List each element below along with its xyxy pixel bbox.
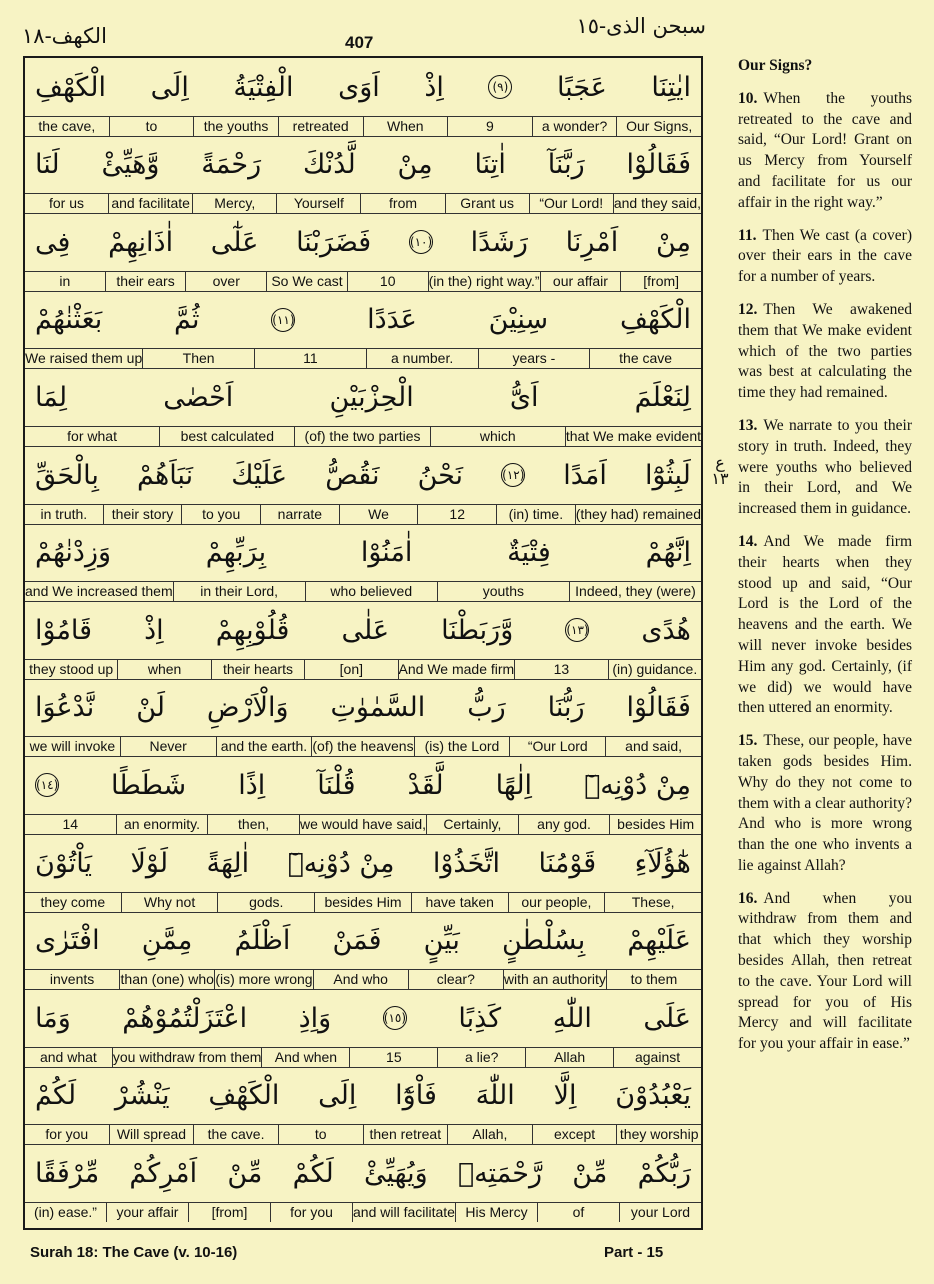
verse-row [25, 446, 701, 525]
arabic-line [25, 756, 701, 814]
word-gloss: and will facilitate [353, 1203, 455, 1220]
word-gloss: 12 [417, 505, 496, 524]
word-gloss: [on] [304, 660, 397, 679]
translation-line [25, 426, 701, 446]
word-gloss: against [613, 1048, 701, 1067]
word-gloss: then retreat [363, 1125, 448, 1144]
arabic-word: بِسُلْطٰنٍ [501, 925, 586, 957]
translation-line [25, 193, 701, 213]
arabic-line [25, 58, 701, 116]
arabic-line [25, 601, 701, 659]
arabic-word: الْحِزْبَيْنِ [329, 381, 414, 413]
word-gloss: besides Him [314, 893, 411, 912]
translation-line [25, 969, 701, 989]
arabic-word: رَشَدًا [470, 226, 528, 258]
arabic-word: يَنْشُرْ [114, 1080, 170, 1112]
word-gloss: a wonder? [532, 117, 617, 136]
arabic-word: عَلَيْكَ [231, 459, 288, 491]
word-gloss: And We made firm [398, 660, 515, 677]
arabic-word: الْكَهْفِ [208, 1080, 280, 1112]
verse-translation: Then We awakened them that We make evident which of the two parties was best at calculating the time they had remained. [738, 300, 912, 402]
arabic-word: اَظْلَمُ [234, 925, 291, 957]
verse-row [25, 368, 701, 447]
word-gloss: 9 [447, 117, 532, 136]
arabic-word: لَّدُنْكَ [303, 149, 356, 181]
verse-row [25, 58, 701, 137]
word-gloss: retreated [278, 117, 363, 136]
word-gloss: to [278, 1125, 363, 1144]
word-gloss: 11 [254, 349, 366, 368]
arabic-line [25, 213, 701, 271]
arabic-word: مِنْ دُوْنِهٖٓ [584, 769, 691, 801]
translation-paragraph [738, 889, 912, 1055]
word-gloss: besides Him [609, 815, 701, 834]
arabic-line [25, 989, 701, 1047]
word-gloss: narrate [260, 505, 339, 524]
arabic-word: قُلُوْبِهِمْ [215, 614, 290, 646]
arabic-word: وَاِذِ [298, 1002, 332, 1034]
word-gloss: and the earth. [216, 737, 312, 756]
arabic-word: فِى [35, 226, 71, 258]
arabic-word: اٰذَانِهِمْ [108, 226, 174, 258]
arabic-word: وَّرَبَطْنَا [441, 614, 514, 646]
arabic-word: مِنْ [397, 149, 433, 181]
word-gloss: a number. [366, 349, 478, 368]
verse-row [25, 1144, 701, 1222]
arabic-word: الْكَهْفِ [619, 304, 691, 336]
word-gloss: (is) more wrong [215, 971, 313, 988]
word-gloss: “Our Lord [509, 737, 605, 756]
word-gloss: Allah, [447, 1125, 532, 1144]
word-gloss: in their Lord, [173, 582, 305, 601]
verse-row [25, 136, 701, 215]
translation-line [25, 271, 701, 291]
arabic-word: اٰمَنُوْا [360, 537, 413, 569]
word-gloss: Mercy, [192, 194, 276, 213]
arabic-word: لَكُمْ [35, 1080, 77, 1112]
verse-number: 13. [738, 416, 758, 434]
arabic-line [25, 834, 701, 892]
word-gloss: except [532, 1125, 617, 1144]
arabic-word: اَمْرِنَا [565, 226, 619, 258]
word-gloss: over [185, 272, 266, 291]
word-gloss: 14 [62, 815, 79, 832]
word-gloss: Then [142, 349, 254, 368]
translation-paragraph [738, 731, 912, 877]
arabic-word: وَمَا [35, 1002, 71, 1034]
word-gloss: a lie? [437, 1048, 525, 1067]
translation-line [25, 348, 701, 368]
word-gloss: you withdraw from them [112, 1048, 262, 1065]
verse-end-marker: (١٥) [383, 1006, 407, 1030]
arabic-word: لِمَا [35, 381, 68, 413]
arabic-word: اٰلِهَةً [206, 847, 250, 879]
word-gloss: Never [120, 737, 216, 756]
translation-line [25, 814, 701, 834]
arabic-word: نَقُصُّ [325, 459, 380, 491]
arabic-word: الْفِتْيَةُ [233, 71, 294, 103]
arabic-word: بِالْحَقِّ [35, 459, 99, 491]
arabic-word: اِنَّهُمْ [645, 537, 691, 569]
verse-row [25, 834, 701, 913]
arabic-word: نَّدْعُوَا [35, 692, 95, 724]
arabic-word: شَطَطًا [111, 769, 187, 801]
arabic-word: السَّمٰوٰتِ [330, 692, 426, 724]
arabic-word: اعْتَزَلْتُمُوْهُمْ [122, 1002, 248, 1034]
word-gloss: years - [478, 349, 590, 368]
arabic-word: اِلَى [318, 1080, 357, 1112]
arabic-word: اَمَدًا [563, 459, 607, 491]
arabic-line [25, 1067, 701, 1125]
arabic-word: نَبَاَهُمْ [137, 459, 194, 491]
arabic-line [25, 679, 701, 737]
word-gloss: their ears [105, 272, 186, 291]
arabic-word: فَاْوٗٓا [395, 1080, 437, 1112]
word-gloss: invents [49, 971, 95, 988]
arabic-word: اَمْرِكُمْ [129, 1157, 198, 1189]
word-gloss: And who [313, 970, 408, 989]
word-gloss: in [59, 272, 71, 289]
word-gloss: 15 [349, 1048, 437, 1067]
arabic-word: عَدَدًا [367, 304, 417, 336]
word-gloss: Why not [121, 893, 218, 912]
arabic-word: فَمَنْ [332, 925, 382, 957]
arabic-word: اِلَى [150, 71, 189, 103]
arabic-word: كَذِبًا [458, 1002, 502, 1034]
verse-row [25, 1067, 701, 1146]
arabic-word: فَقَالُوْا [626, 149, 691, 181]
arabic-word: رَّحْمَتِهٖ [457, 1157, 543, 1189]
arabic-word: عَلٰٓى [210, 226, 259, 258]
word-gloss: they stood up [29, 660, 114, 677]
arabic-word: فِتْيَةٌ [507, 537, 551, 569]
verse-number: 10. [738, 89, 758, 107]
arabic-word: فَقَالُوْا [626, 692, 691, 724]
arabic-word: ايٰتِنَا [651, 71, 691, 103]
arabic-word: مِنْ [655, 226, 691, 258]
translation-line [25, 504, 701, 524]
arabic-word: وَزِدْنٰهُمْ [35, 537, 112, 569]
word-gloss: (of) the two parties [294, 427, 429, 446]
arabic-word: اِلَّا [553, 1080, 577, 1112]
arabic-word: بَعَثْنٰهُمْ [35, 304, 103, 336]
arabic-word: افْتَرٰى [35, 925, 100, 957]
arabic-word: لَوْلَا [130, 847, 169, 879]
word-gloss: Grant us [445, 194, 529, 213]
word-gloss: their story [103, 505, 182, 524]
arabic-word: رَبُّكُمْ [637, 1157, 691, 1189]
word-gloss: our people, [508, 893, 605, 912]
arabic-word: هُدًى [641, 614, 691, 646]
arabic-word: مِّنْ [572, 1157, 608, 1189]
word-gloss: for what [67, 427, 117, 444]
arabic-word: لَبِثُوْٓا [644, 459, 691, 491]
word-gloss: for you [45, 1126, 89, 1143]
verse-row [25, 679, 701, 758]
word-gloss: So We cast [266, 272, 347, 291]
word-gloss: youths [437, 582, 569, 601]
word-gloss: to [109, 117, 194, 136]
verse-end-marker: (١١) [271, 308, 295, 332]
word-gloss: the youths [193, 117, 278, 136]
word-gloss: 13 [514, 660, 607, 679]
arabic-word: بِرَبِّهِمْ [205, 537, 267, 569]
verse-translation: These, our people, have taken gods besides Him. Why do they not come to them with a clear authority? And who is more wrong than the one who invents a lie against Allah? [738, 732, 912, 874]
verse-number: 12. [738, 300, 758, 318]
word-gloss: for you [270, 1203, 352, 1222]
arabic-word: هٰٓؤُلَآءِ [634, 847, 691, 879]
arabic-word: لِنَعْلَمَ [634, 381, 691, 413]
word-gloss: Certainly, [426, 815, 518, 834]
arabic-word: اِذًا [238, 769, 266, 801]
arabic-word: اللّٰهَ [475, 1080, 515, 1112]
word-gloss: “Our Lord! [529, 194, 613, 213]
arabic-word: رَبُّنَا [547, 692, 585, 724]
verse-number: 11. [738, 226, 757, 244]
arabic-word: الْكَهْفِ [35, 71, 107, 103]
arabic-word: عَلَيْهِمْ [627, 925, 691, 957]
arabic-word: قَوْمُنَا [538, 847, 597, 879]
arabic-word: اتَّخَذُوْا [432, 847, 501, 879]
word-gloss: (they had) remained [575, 505, 701, 522]
arabic-word: اَحْصٰى [163, 381, 234, 413]
arabic-line [25, 136, 701, 194]
word-gloss: His Mercy [455, 1203, 537, 1222]
arabic-line [25, 1144, 701, 1202]
word-gloss: then, [207, 815, 299, 834]
translation-line [25, 1202, 701, 1222]
word-gloss: (is) the Lord [414, 737, 510, 756]
word-gloss: [from] [188, 1203, 270, 1222]
word-gloss: [from] [620, 272, 701, 291]
word-gloss: in truth. [40, 505, 88, 522]
verse-row [25, 291, 701, 370]
translation-sidebar [738, 56, 912, 1067]
word-gloss: and what [39, 1048, 97, 1065]
verse-number: 14. [738, 532, 758, 550]
word-gloss: an enormity. [116, 815, 208, 834]
arabic-word: سِنِيْنَ [488, 304, 549, 336]
word-gloss: (in) ease.” [33, 1203, 97, 1220]
word-gloss: we will invoke [29, 738, 116, 755]
arabic-word: رَبَّنَآ [547, 149, 585, 181]
word-gloss: and said, [605, 737, 701, 756]
word-gloss: best calculated [159, 427, 294, 446]
juz-name-header: سبحن الذى-١٥ [576, 14, 706, 38]
arabic-word: اللّٰهِ [552, 1002, 592, 1034]
verse-number: 16. [738, 889, 758, 907]
arabic-word: عَلَى [643, 1002, 691, 1034]
arabic-word: لَنَا [35, 149, 60, 181]
verse-translation: And We made firm their hearts when they stood up and said, “Our Lord is the Lord of the heavens and the earth. We will never invoke besides Him any god. Certainly, (if we did) we would have then uttered an enormity. [738, 532, 912, 717]
word-gloss: your Lord [619, 1203, 701, 1222]
arabic-word: لَنْ [136, 692, 165, 724]
ruku-marker: ع ١٣ [711, 453, 729, 488]
footer-part: Part - 15 [604, 1244, 664, 1261]
arabic-word: قَامُوْا [35, 614, 93, 646]
arabic-word: مِّنْ [227, 1157, 263, 1189]
arabic-word: وَالْاَرْضِ [206, 692, 289, 724]
word-gloss: which [430, 427, 565, 446]
arabic-word: يَاْتُوْنَ [35, 847, 93, 879]
word-by-word-grid [23, 56, 703, 1230]
verse-row [25, 601, 701, 680]
verse-translation: We narrate to you their story in truth. Indeed, they were youths who believed in their Lord, and We increased them in guidance. [738, 416, 912, 518]
arabic-word: رَحْمَةً [201, 149, 262, 181]
arabic-line [25, 524, 701, 582]
translation-paragraph [738, 89, 912, 214]
arabic-word: فَضَرَبْنَا [296, 226, 372, 258]
arabic-word: وَيُهَيِّئْ [363, 1157, 428, 1189]
word-gloss: and they said, [613, 195, 701, 212]
word-gloss: clear? [408, 970, 503, 989]
word-gloss: and facilitate [108, 194, 192, 213]
page-number: 407 [345, 33, 374, 52]
word-gloss: These, [604, 893, 701, 912]
arabic-word: مِنْ دُوْنِهٖٓ [287, 847, 395, 879]
footer-surah: Surah 18: The Cave (v. 10-16) [30, 1244, 238, 1261]
arabic-word: عَلٰى [341, 614, 390, 646]
arabic-word: اِلٰهًا [495, 769, 533, 801]
verse-row [25, 213, 701, 292]
arabic-word: اِذْ [424, 71, 444, 103]
arabic-word: يَعْبُدُوْنَ [615, 1080, 691, 1112]
translation-paragraph [738, 300, 912, 404]
word-gloss: Indeed, they (were) [569, 582, 701, 601]
translation-line [25, 736, 701, 756]
arabic-line [25, 291, 701, 349]
word-gloss: have taken [411, 893, 508, 912]
verse-translation: Then We cast (a cover) over their ears in the cave for a number of years. [738, 226, 912, 286]
translation-line [25, 1124, 701, 1144]
word-gloss: our affair [540, 272, 621, 291]
arabic-word: رَبُّ [467, 692, 506, 724]
word-gloss: the cave. [193, 1125, 278, 1144]
arabic-word: ثُمَّ [174, 304, 200, 336]
word-gloss: their hearts [211, 660, 304, 679]
word-gloss: And when [261, 1048, 349, 1067]
arabic-line [25, 912, 701, 970]
verse-translation: When the youths retreated to the cave and said, “Our Lord! Grant on us Mercy from Yourself and facilitate for us our affair in the right way.” [738, 89, 912, 211]
verse-row [25, 756, 701, 835]
verse-number: 15. [738, 732, 758, 750]
arabic-word: قُلْنَآ [317, 769, 356, 801]
arabic-word: اَىُّ [509, 381, 539, 413]
word-gloss: 10 [347, 272, 428, 291]
verse-end-marker: (١٣) [565, 618, 589, 642]
word-gloss: that We make evident [565, 427, 701, 444]
word-gloss: When [363, 117, 448, 136]
verse-end-marker: (١٠) [409, 230, 433, 254]
word-gloss: they worship [616, 1125, 701, 1144]
arabic-word: بَيِّنٍ [423, 925, 460, 957]
word-gloss: to them [606, 970, 701, 989]
verse-row [25, 524, 701, 603]
word-gloss: (in) time. [496, 505, 575, 524]
translation-line [25, 659, 701, 679]
verse-end-marker: (١٤) [35, 773, 59, 797]
word-gloss: your affair [106, 1203, 188, 1222]
word-gloss: We [339, 505, 418, 524]
verse-end-marker: (٩) [488, 75, 512, 99]
arabic-word: اَوَى [338, 71, 380, 103]
arabic-line [25, 446, 701, 504]
word-gloss: Yourself [276, 194, 360, 213]
word-gloss: Will spread [109, 1125, 194, 1144]
word-gloss: and We increased them [25, 583, 173, 600]
translation-line [25, 116, 701, 136]
arabic-word: لَّقَدْ [407, 769, 444, 801]
word-gloss: for us [49, 195, 85, 212]
arabic-word: لَكُمْ [292, 1157, 334, 1189]
word-gloss: than (one) who [120, 971, 214, 988]
translation-line [25, 1047, 701, 1067]
word-gloss: (of) the heavens [312, 738, 414, 755]
translation-line [25, 892, 701, 912]
word-gloss: (in the) right way.” [428, 272, 540, 289]
surah-name-header: الكهف-١٨ [22, 24, 107, 48]
word-gloss: who believed [305, 582, 437, 601]
word-gloss: the cave [589, 349, 701, 368]
word-gloss: to you [181, 505, 260, 524]
word-gloss: Our Signs, [616, 117, 701, 136]
word-gloss: of [537, 1203, 619, 1222]
word-gloss: We raised them up [25, 350, 143, 367]
arabic-word: نَحْنُ [417, 459, 464, 491]
arabic-word: عَجَبًا [556, 71, 607, 103]
word-gloss: (in) guidance. [608, 660, 701, 679]
arabic-word: وَّهَيِّئْ [101, 149, 160, 181]
arabic-word: اِذْ [144, 614, 164, 646]
word-gloss: gods. [217, 893, 314, 912]
verse-row [25, 989, 701, 1068]
verse-end-marker: (١٢) [501, 463, 525, 487]
word-gloss: Allah [525, 1048, 613, 1067]
translation-paragraph [738, 532, 912, 719]
verse-row [25, 912, 701, 991]
sidebar-continuation: Our Signs? [738, 57, 813, 74]
verse-translation: And when you withdraw from them and that which they worship besides Allah, then retreat to the cave. Your Lord will spread for you of His Mercy and will facilitate for you your affair in ease.” [738, 889, 912, 1053]
translation-paragraph [738, 226, 912, 288]
arabic-word: مِمَّنِ [141, 925, 193, 957]
word-gloss: from [360, 194, 444, 213]
word-gloss: they come [40, 893, 106, 910]
word-gloss: we would have said, [299, 815, 427, 832]
arabic-word: مِّرْفَقًا [35, 1157, 100, 1189]
word-gloss: any god. [518, 815, 610, 834]
arabic-line [25, 368, 701, 426]
translation-paragraph [738, 416, 912, 520]
word-gloss: with an authority [503, 971, 606, 988]
word-gloss: the cave, [38, 117, 96, 134]
translation-line [25, 581, 701, 601]
word-gloss: when [117, 660, 210, 679]
arabic-word: اٰتِنَا [474, 149, 506, 181]
